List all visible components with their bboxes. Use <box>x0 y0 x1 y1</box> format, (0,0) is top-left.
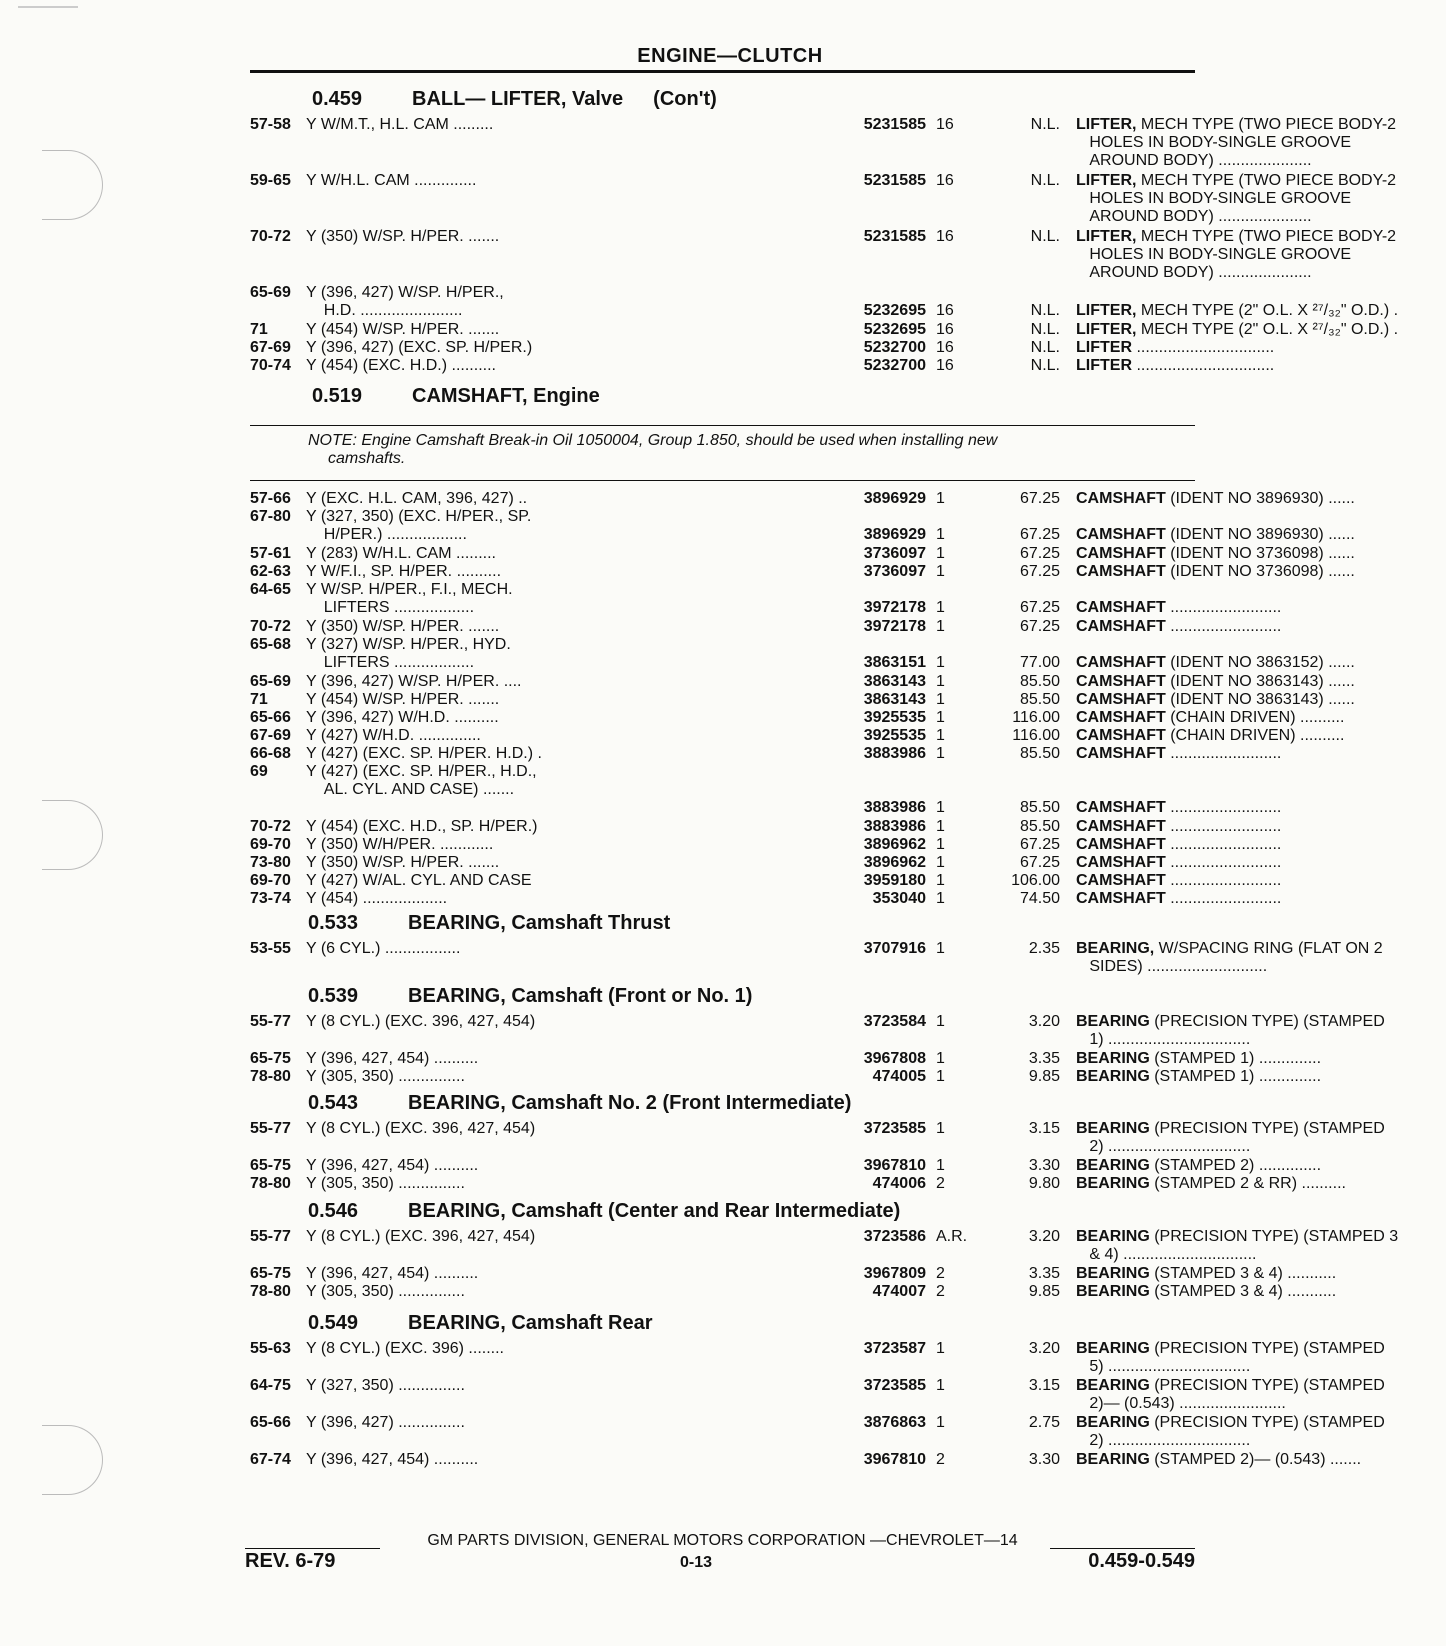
page-number: 0-13 <box>680 1554 713 1571</box>
section-heading: 0.519 CAMSHAFT, Engine <box>312 385 600 407</box>
footer-publisher: GM PARTS DIVISION, GENERAL MOTORS CORPORATION —CHEVROLET—14 <box>427 1532 1018 1549</box>
binder-hole <box>42 1425 103 1495</box>
section-heading: 0.539 BEARING, Camshaft (Front or No. 1) <box>308 985 753 1007</box>
catalog-page: ENGINE—CLUTCH 0.459 BALL— LIFTER, Valve (Con't) 57-58 Y W/M.T., H.L. CAM ......... 5231585 16 N.L. LIFTER, MECH TYPE (TWO PIECE BODY-2 HOLES IN BODY-SINGLE GROOVE AROUND BODY) ..................... 59-65 Y W/H.L. CAM .............. 5231585 16 N.L. LIFTER, MECH TYPE (TWO PIECE BODY-2 HOLES IN BODY-SINGLE GROOVE AROUND BODY) ..................... 70-72 Y (350) W/SP. H/PER. ....... 5231585 16 N.L. LIFTER, MECH TYPE (TWO PIECE BODY-2 HOLES IN BODY-SINGLE GROOVE AROUND BODY) ..................... 65-69 Y (396, 427) W/SP. H/PER., H.D. ....................... 5232695 16 N.L. LIFTER, MECH TYPE (2" O.L. X ²⁷/₃₂" O.D.) . 71 Y (454) W/SP. H/PER. ....... 5232695 16 N.L. LIFTER, MECH TYPE (2" O.L. X ²⁷/₃₂" O.D.) . 67-69 Y (396, 427) (EXC. SP. H/PER.) 5232700 16 N.L. LIFTER ............................... 70-74 Y (454) (EXC. H.D.) .......... 5232700 16 N.L. LIFTER ............................... 0.519 CAMSHAFT, Engine NOTE: Engine Camshaft Break-in Oil 1050004, Group 1.850, should be used when installing new camshafts. 57-66 Y (EXC. H.L. CAM, 396, 427) .. 3896929 1 67.25 CAMSHAFT (IDENT NO 3896930) ...... 67-80 Y (327, 350) (EXC. H/PER., SP. H/PER.) .................. 3896929 1 67.25 CAMSHAFT (IDENT NO 3896930) ...... 57-61 Y (283) W/H.L. CAM ......... 3736097 1 67.25 CAMSHAFT (IDENT NO 3736098) ...... 62-63 Y W/F.I., SP. H/PER. .......... 3736097 1 67.25 CAMSHAFT (IDENT NO 3736098) ...... 64-65 Y W/SP. H/PER., F.I., MECH. LIFTERS .................. 3972178 1 67.25 CAMSHAFT ......................... 70-72 Y (350) W/SP. H/PER. ....... 3972178 1 67.25 CAMSHAFT ......................... 65-68 Y (327) W/SP. H/PER., HYD. LIFTERS .................. 3863151 1 77.00 CAMSHAFT (IDENT NO 3863152) ...... 65-69 Y (396, 427) W/SP. H/PER. .... 3863143 1 85.50 CAMSHAFT (IDENT NO 3863143) ...... 71 Y (454) W/SP. H/PER. ....... 3863143 1 85.50 CAMSHAFT (IDENT NO 3863143) ...... 65-66 Y (396, 427) W/H.D. .......... 3925535 1 116.00 CAMSHAFT (CHAIN DRIVEN) .......... 67-69 Y (427) W/H.D. .............. 3925535 1 116.00 CAMSHAFT (CHAIN DRIVEN) .......... 66-68 Y (427) (EXC. SP. H/PER. H.D.) . 3883986 1 85.50 CAMSHAFT ......................... 69 Y (427) (EXC. SP. H/PER., H.D., AL. CYL. AND CASE) ....... 3883986 1 85.50 CAMSHAFT ......................... 70-72 Y (454) (EXC. H.D., SP. H/PER.) 3883986 1 85.50 CAMSHAFT ......................... 69-70 Y (350) W/H/PER. ............ 3896962 1 67.25 CAMSHAFT ......................... 73-80 Y (350) W/SP. H/PER. ....... 3896962 1 67.25 CAMSHAFT ......................... 69-70 Y (427) W/AL. CYL. AND CASE 3959180 1 106.00 CAMSHAFT ......................... 73-74 Y (454) ................... 353040 1 74.50 CAMSHAFT ......................... 0.533 BEARING, Camshaft Thrust 53-55 Y (6 CYL.) ................. 3707916 1 2.35 BEARING, W/SPACING RING (FLAT ON 2 SIDES) ........................... 0.539 BEARING, Camshaft (Front or No. 1) 55-77 Y (8 CYL.) (EXC. 396, 427, 454) 3723584 1 3.20 BEARING (PRECISION TYPE) (STAMPED 1) ................................ 65-75 Y (396, 427, 454) .......... 3967808 1 3.35 BEARING (STAMPED 1) .............. 78-80 Y (305, 350) ............... 474005 1 9.85 BEARING (STAMPED 1) .............. 0.543 BEARING, Camshaft No. 2 (Front Intermediate) 55-77 Y (8 CYL.) (EXC. 396, 427, 454) 3723585 1 3.15 BEARING (PRECISION TYPE) (STAMPED 2) ................................ 65-75 Y (396, 427, 454) .......... 3967810 1 3.30 BEARING (STAMPED 2) .............. 78-80 Y (305, 350) ............... 474006 2 9.80 BEARING (STAMPED 2 & RR) .......... 0.546 BEARING, Camshaft (Center and Rear Intermediate) 55-77 Y (8 CYL.) (EXC. 396, 427, 454) 3723586 A.R. 3.20 BEARING (PRECISION TYPE) (STAMPED 3 & 4) .............................. 65-75 Y (396, 427, 454) .......... 3967809 2 3.35 BEARING (STAMPED 3 & 4) ........... 78-80 Y (305, 350) ............... 474007 2 9.85 BEARING (STAMPED 3 & 4) ........... 0.549 BEARING, Camshaft Rear 55-63 Y (8 CYL.) (EXC. 396) ........ 3723587 1 3.20 BEARING (PRECISION TYPE) (STAMPED 5) ................................ 64-75 Y (327, 350) ............... 3723585 1 3.15 BEARING (PRECISION TYPE) (STAMPED 2)— (0.543) ........................ 65-66 Y (396, 427) ............... 3876863 1 2.75 BEARING (PRECISION TYPE) (STAMPED 2) ................................ 67-74 Y (396, 427, 454) .......... 3967810 2 3.30 BEARING (STAMPED 2)— (0.543) ....... GM PARTS DIVISION, GENERAL MOTORS CORPORATION —CHEVROLET—14 REV. 6-79 0-13 0.459-0.549 <box>0 0 1280 1646</box>
section-heading: 0.459 BALL— LIFTER, Valve (Con't) <box>312 88 717 110</box>
section-heading: 0.543 BEARING, Camshaft No. 2 (Front Intermediate) <box>308 1092 852 1114</box>
section-heading: 0.533 BEARING, Camshaft Thrust <box>308 912 671 934</box>
note-rule <box>250 425 1195 426</box>
header-rule <box>250 70 1195 73</box>
page-edge-mark <box>18 6 78 8</box>
group-range: 0.459-0.549 <box>1088 1550 1195 1572</box>
section-heading: 0.546 BEARING, Camshaft (Center and Rear Intermediate) <box>308 1200 901 1222</box>
section-heading: 0.549 BEARING, Camshaft Rear <box>308 1312 653 1334</box>
note-rule <box>250 480 1195 481</box>
page-title: ENGINE—CLUTCH <box>637 45 823 67</box>
revision-label: REV. 6-79 <box>245 1550 336 1572</box>
footer-rule <box>1050 1548 1195 1549</box>
note-text: NOTE: Engine Camshaft Break-in Oil 1050004, Group 1.850, should be used when installing new camshafts. <box>308 432 998 467</box>
binder-hole <box>42 800 103 870</box>
binder-hole <box>42 150 103 220</box>
